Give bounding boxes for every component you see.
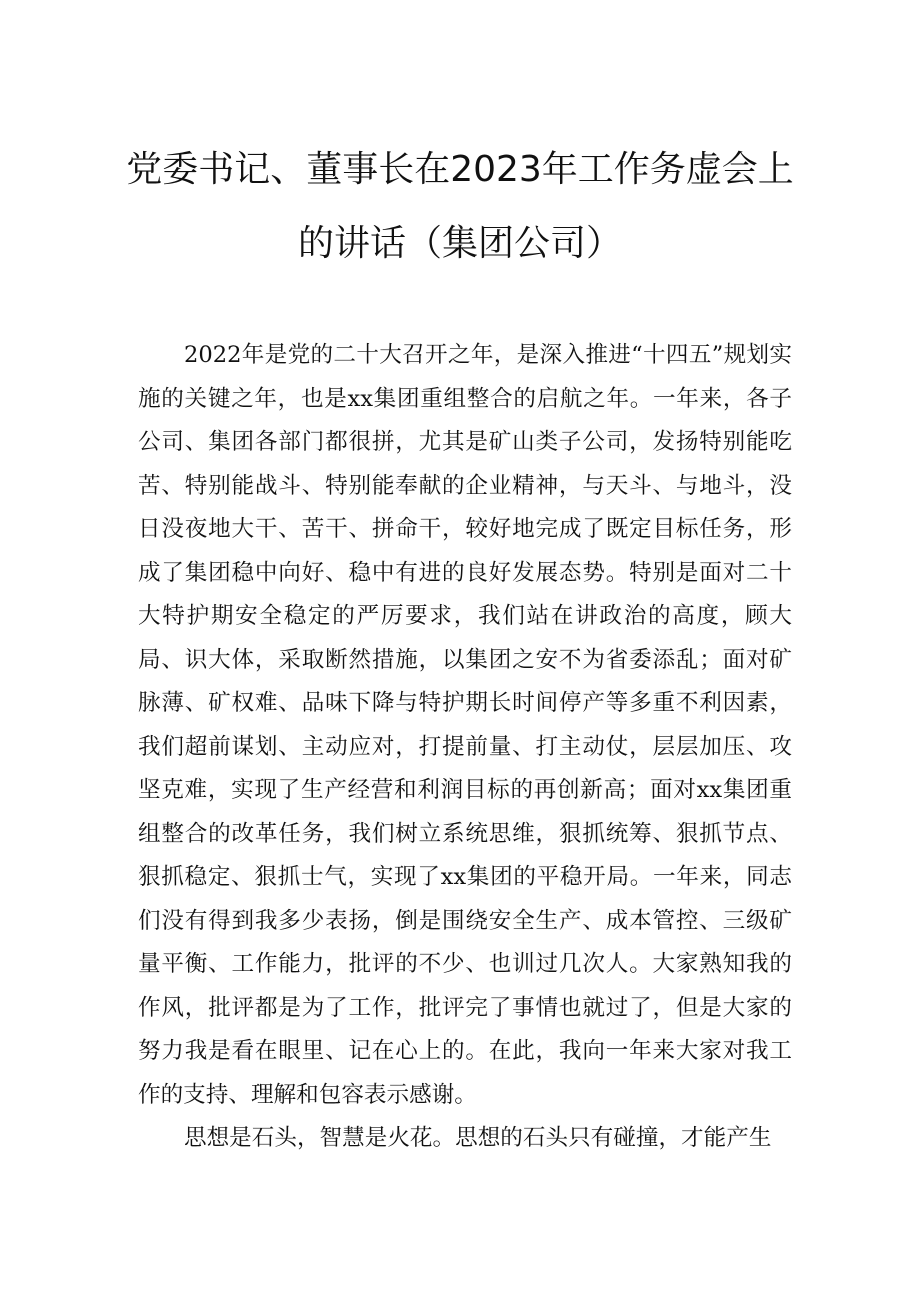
document-title-line-2: 的讲话（集团公司） — [297, 223, 622, 264]
document-body — [138, 334, 792, 1161]
body-paragraph-1: 2022年是党的二十大召开之年，是深入推进“十四五”规划实施的关键之年，也是xx集团重组整合的启航之年。一年来，各子公司、集团各部门都很拼，尤其是矿山类子公司，发扬特别能吃苦、特别能战斗、特别能奉献的企业精神，与天斗、与地斗，没日没夜地大干、苦干、拼命干，较好地完成了既定目标任务，形成了集团稳中向好、稳中有进的良好发展态势。特别是面对二十大特护期安全稳定的严厉要求，我们站在讲政治的高度，顾大局、识大体，采取断然措施，以集团之安不为省委添乱；面对矿脉薄、矿权难、品味下降与特护期长时间停产等多重不利因素，我们超前谋划、主动应对，打提前量、打主动仗，层层加压、攻坚克难，实现了生产经营和利润目标的再创新高；面对xx集团重组整合的改革任务，我们树立系统思维，狠抓统筹、狠抓节点、狠抓稳定、狠抓士气，实现了xx集团的平稳开局。一年来，同志们没有得到我多少表扬，倒是围绕安全生产、成本管控、三级矿量平衡、工作能力，批评的不少、也训过几次人。大家熟知我的作风，批评都是为了工作，批评完了事情也就过了，但是大家的努力我是看在眼里、记在心上的。在此，我向一年来大家对我工作的支持、理解和包容表示感谢。 — [138, 342, 792, 1108]
document-title-line-1: 党委书记、董事长在2023年工作务虚会上 — [126, 149, 794, 190]
body-paragraph-2: 思想是石头，智慧是火花。思想的石头只有碰撞，才能产生 — [184, 1125, 772, 1151]
